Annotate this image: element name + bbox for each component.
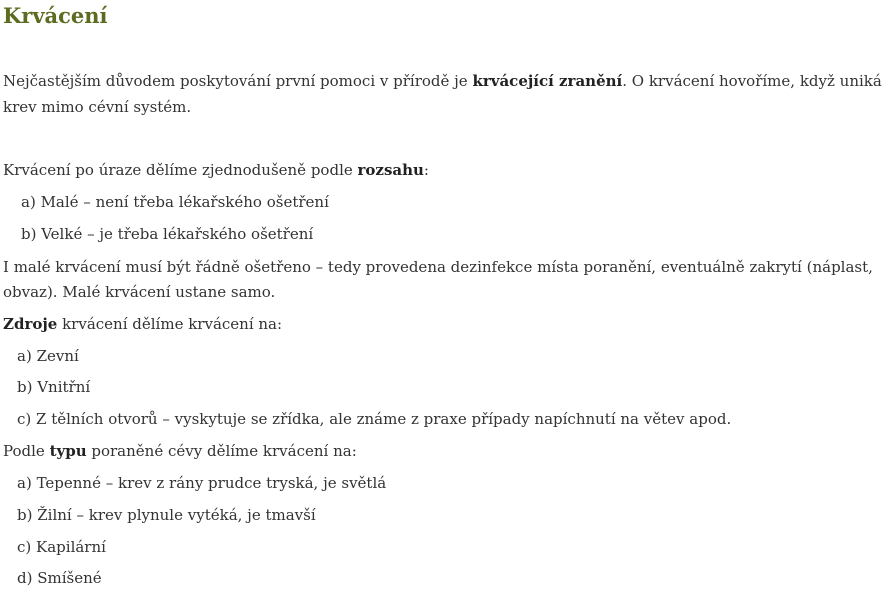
intro-text-a: Nejčastějším důvodem poskytování první pomoci v přírodě je	[3, 72, 473, 90]
list-item: a) Tepenné – krev z rány prudce tryská, je světlá	[17, 474, 387, 492]
list-item: a) Malé – není třeba lékařského ošetření	[21, 193, 329, 211]
extent-lead	[3, 158, 429, 182]
list-item: b) Vnitřní	[17, 378, 91, 396]
list-item: d) Smíšené	[17, 569, 102, 587]
extent-lead-text-b: :	[423, 161, 429, 179]
list-item: a) Zevní	[17, 347, 79, 365]
list-item: c) Kapilární	[17, 538, 106, 556]
intro-bold-term: krvácející zranění	[472, 72, 623, 90]
extent-note-line-1: I malé krvácení musí být řádně ošetřeno – tedy provedena dezinfekce místa poranění, eventuálně zakrytí (náplast,	[3, 258, 873, 276]
extent-note-line-2: obvaz). Malé krvácení ustane samo.	[3, 283, 276, 301]
type-lead-text-b: poraněné cévy dělíme krvácení na:	[86, 442, 357, 460]
extent-lead-bold: rozsahu	[357, 161, 424, 179]
type-lead-bold: typu	[49, 442, 87, 460]
extent-lead-text-a: Krvácení po úraze dělíme zjednodušeně podle	[3, 161, 358, 179]
source-lead-text: krvácení dělíme krvácení na:	[57, 315, 283, 333]
type-lead-text-a: Podle	[3, 442, 50, 460]
list-item: b) Žilní – krev plynule vytéká, je tmavší	[17, 506, 316, 524]
type-lead	[3, 439, 357, 463]
intro-paragraph-line-1	[3, 69, 882, 93]
list-item: b) Velké – je třeba lékařského ošetření	[21, 225, 314, 243]
source-lead	[3, 312, 282, 336]
source-lead-bold: Zdroje	[3, 315, 58, 333]
intro-paragraph-line-2: krev mimo cévní systém.	[3, 98, 192, 116]
intro-text-b: . O krvácení hovoříme, když uniká	[622, 72, 882, 90]
page-title: Krvácení	[3, 3, 108, 28]
list-item: c) Z tělních otvorů – vyskytuje se zřídka, ale známe z praxe případy napíchnutí na větev apod.	[17, 410, 732, 428]
